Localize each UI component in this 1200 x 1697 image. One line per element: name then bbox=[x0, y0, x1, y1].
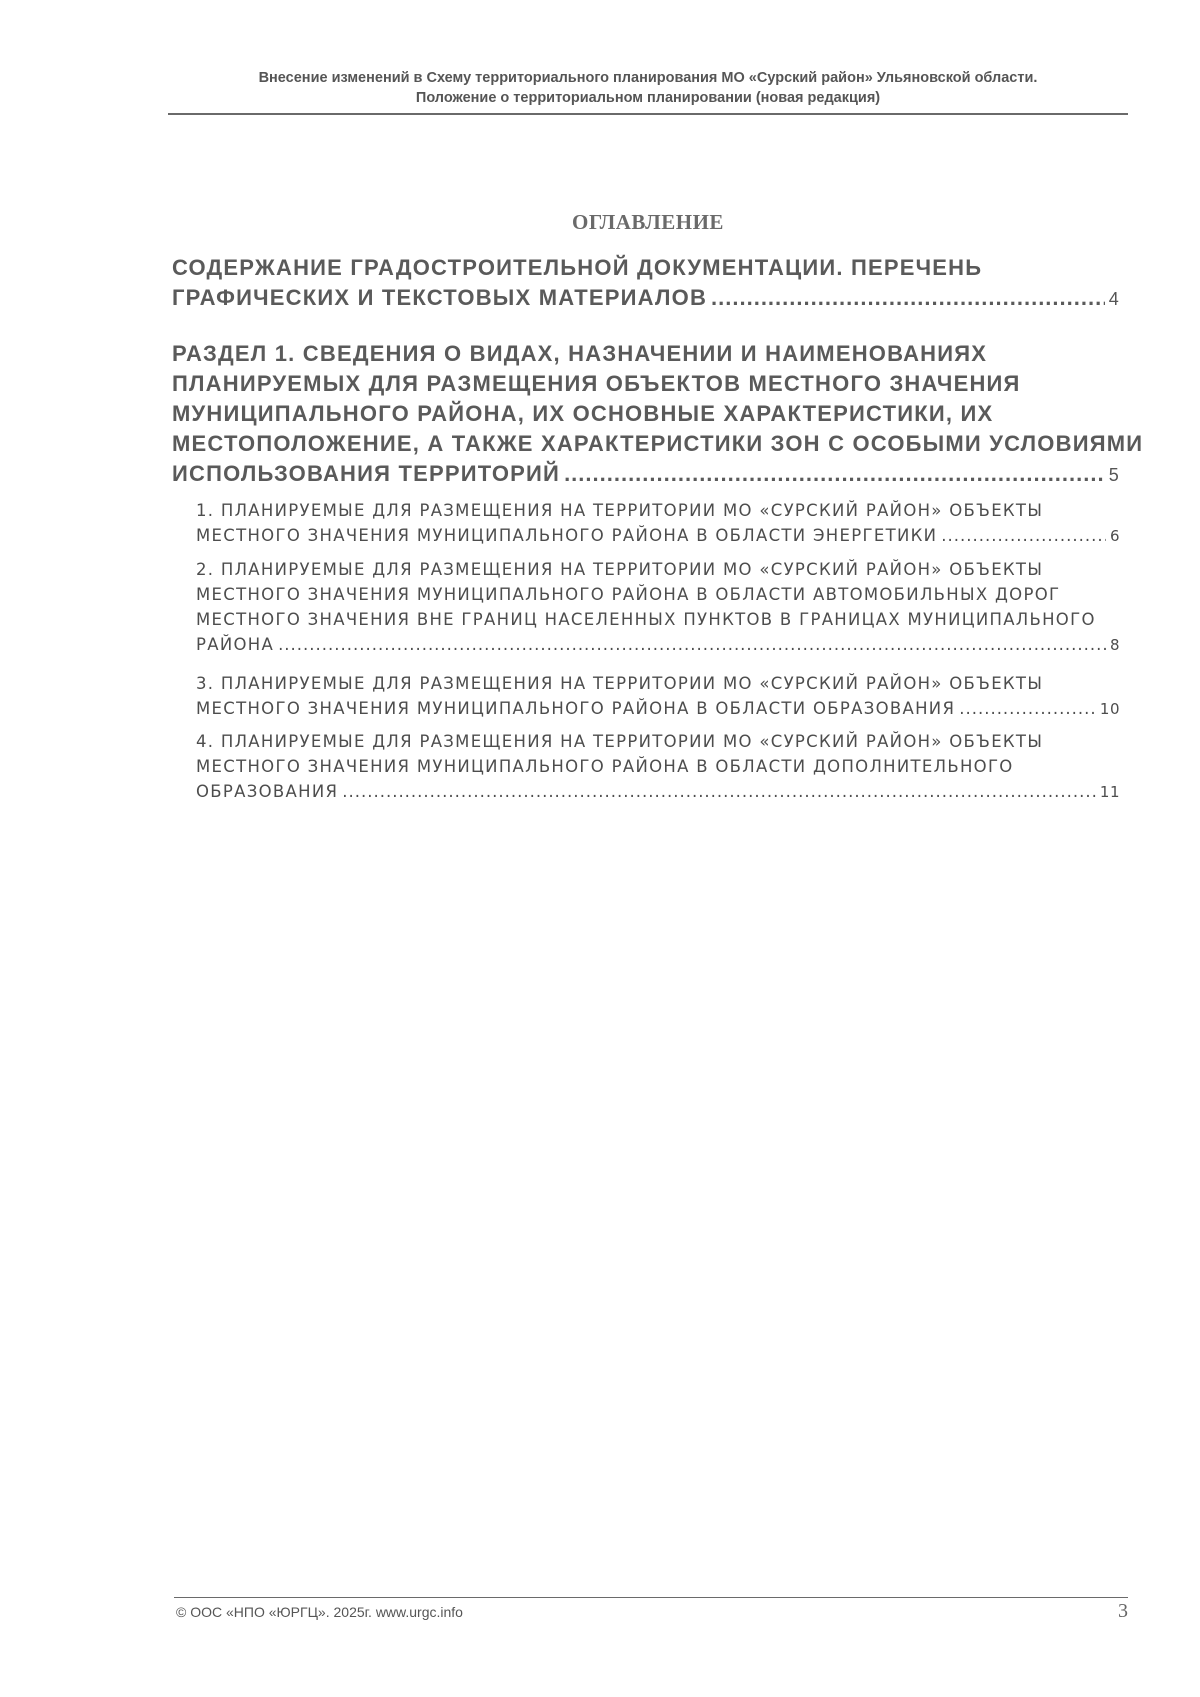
toc-entry-text: РАЙОНА bbox=[196, 635, 275, 654]
toc-page-number: 10 bbox=[1099, 700, 1120, 718]
toc-entry-text: ОБРАЗОВАНИЯ bbox=[196, 782, 339, 801]
footer-divider bbox=[174, 1597, 1128, 1598]
toc-entry-last-line bbox=[196, 779, 1120, 805]
toc-entry-text: РАЗДЕЛ 1. СВЕДЕНИЯ О ВИДАХ, НАЗНАЧЕНИИ И НАИМЕНОВАНИЯХ bbox=[172, 341, 988, 366]
toc-entry-last-line bbox=[196, 696, 1120, 722]
footer-page-number: 3 bbox=[1118, 1600, 1128, 1622]
toc-entry-last-line bbox=[172, 459, 1120, 490]
dot-leader bbox=[711, 283, 1105, 313]
toc-entry[interactable] bbox=[196, 671, 1120, 722]
dot-leader bbox=[564, 459, 1105, 489]
toc-entry[interactable] bbox=[196, 498, 1120, 549]
toc-title: ОГЛАВЛЕНИЕ bbox=[572, 210, 724, 234]
toc-entry-text: МЕСТНОГО ЗНАЧЕНИЯ МУНИЦИПАЛЬНОГО РАЙОНА В ОБЛАСТИ ОБРАЗОВАНИЯ bbox=[196, 699, 956, 718]
header-divider bbox=[168, 113, 1128, 115]
toc-entry[interactable] bbox=[172, 339, 1144, 490]
toc-entry-text: МЕСТНОГО ЗНАЧЕНИЯ ВНЕ ГРАНИЦ НАСЕЛЕННЫХ ПУНКТОВ В ГРАНИЦАХ МУНИЦИПАЛЬНОГО bbox=[196, 610, 1096, 629]
toc-entry-text: ПЛАНИРУЕМЫХ ДЛЯ РАЗМЕЩЕНИЯ ОБЪЕКТОВ МЕСТНОГО ЗНАЧЕНИЯ bbox=[172, 371, 1021, 396]
dot-leader bbox=[959, 696, 1096, 721]
toc-entry-text: МУНИЦИПАЛЬНОГО РАЙОНА, ИХ ОСНОВНЫЕ ХАРАКТЕРИСТИКИ, ИХ bbox=[172, 401, 994, 426]
running-header bbox=[168, 68, 1128, 108]
toc-entry[interactable] bbox=[196, 729, 1120, 805]
dot-leader bbox=[941, 523, 1106, 548]
toc-entry-text: 1. ПЛАНИРУЕМЫЕ ДЛЯ РАЗМЕЩЕНИЯ НА ТЕРРИТОРИИ МО «СУРСКИЙ РАЙОН» ОБЪЕКТЫ bbox=[196, 501, 1044, 520]
toc-entry-text: ИСПОЛЬЗОВАНИЯ ТЕРРИТОРИЙ bbox=[172, 461, 561, 486]
toc-entry-last-line bbox=[196, 632, 1120, 658]
header-line-1: Внесение изменений в Схему территориального планирования МО «Сурский район» Ульяновской области. bbox=[258, 70, 1038, 86]
toc-entry-text: ГРАФИЧЕСКИХ И ТЕКСТОВЫХ МАТЕРИАЛОВ bbox=[172, 285, 708, 310]
footer-copyright: © ООС «НПО «ЮРГЦ». 2025г. www.urgc.info bbox=[176, 1604, 463, 1620]
toc-entry-text: МЕСТНОГО ЗНАЧЕНИЯ МУНИЦИПАЛЬНОГО РАЙОНА В ОБЛАСТИ АВТОМОБИЛЬНЫХ ДОРОГ bbox=[196, 585, 1061, 604]
toc-entry[interactable] bbox=[196, 557, 1120, 658]
toc-entry-text: 4. ПЛАНИРУЕМЫЕ ДЛЯ РАЗМЕЩЕНИЯ НА ТЕРРИТОРИИ МО «СУРСКИЙ РАЙОН» ОБЪЕКТЫ bbox=[196, 732, 1044, 751]
toc-page-number: 5 bbox=[1108, 465, 1120, 485]
toc-entry-text: МЕСТНОГО ЗНАЧЕНИЯ МУНИЦИПАЛЬНОГО РАЙОНА В ОБЛАСТИ ЭНЕРГЕТИКИ bbox=[196, 526, 938, 545]
toc-entry-text: СОДЕРЖАНИЕ ГРАДОСТРОИТЕЛЬНОЙ ДОКУМЕНТАЦИИ. ПЕРЕЧЕНЬ bbox=[172, 255, 983, 280]
toc-entry-last-line bbox=[172, 283, 1120, 314]
dot-leader bbox=[278, 632, 1106, 657]
toc-entry-text: МЕСТНОГО ЗНАЧЕНИЯ МУНИЦИПАЛЬНОГО РАЙОНА В ОБЛАСТИ ДОПОЛНИТЕЛЬНОГО bbox=[196, 757, 1014, 776]
toc-entry-text: 2. ПЛАНИРУЕМЫЕ ДЛЯ РАЗМЕЩЕНИЯ НА ТЕРРИТОРИИ МО «СУРСКИЙ РАЙОН» ОБЪЕКТЫ bbox=[196, 560, 1044, 579]
toc-entry-text: МЕСТОПОЛОЖЕНИЕ, А ТАКЖЕ ХАРАКТЕРИСТИКИ ЗОН С ОСОБЫМИ УСЛОВИЯМИ bbox=[172, 431, 1144, 456]
dot-leader bbox=[342, 779, 1096, 804]
toc-entry-last-line bbox=[196, 523, 1120, 549]
toc-page-number: 8 bbox=[1109, 636, 1120, 654]
toc-page-number: 6 bbox=[1109, 527, 1120, 545]
toc-entry[interactable] bbox=[172, 253, 1120, 314]
toc-page-number: 4 bbox=[1108, 289, 1120, 309]
toc-page-number: 11 bbox=[1099, 783, 1120, 801]
toc-entry-text: 3. ПЛАНИРУЕМЫЕ ДЛЯ РАЗМЕЩЕНИЯ НА ТЕРРИТОРИИ МО «СУРСКИЙ РАЙОН» ОБЪЕКТЫ bbox=[196, 674, 1044, 693]
header-line-2: Положение о территориальном планировании (новая редакция) bbox=[415, 90, 881, 106]
